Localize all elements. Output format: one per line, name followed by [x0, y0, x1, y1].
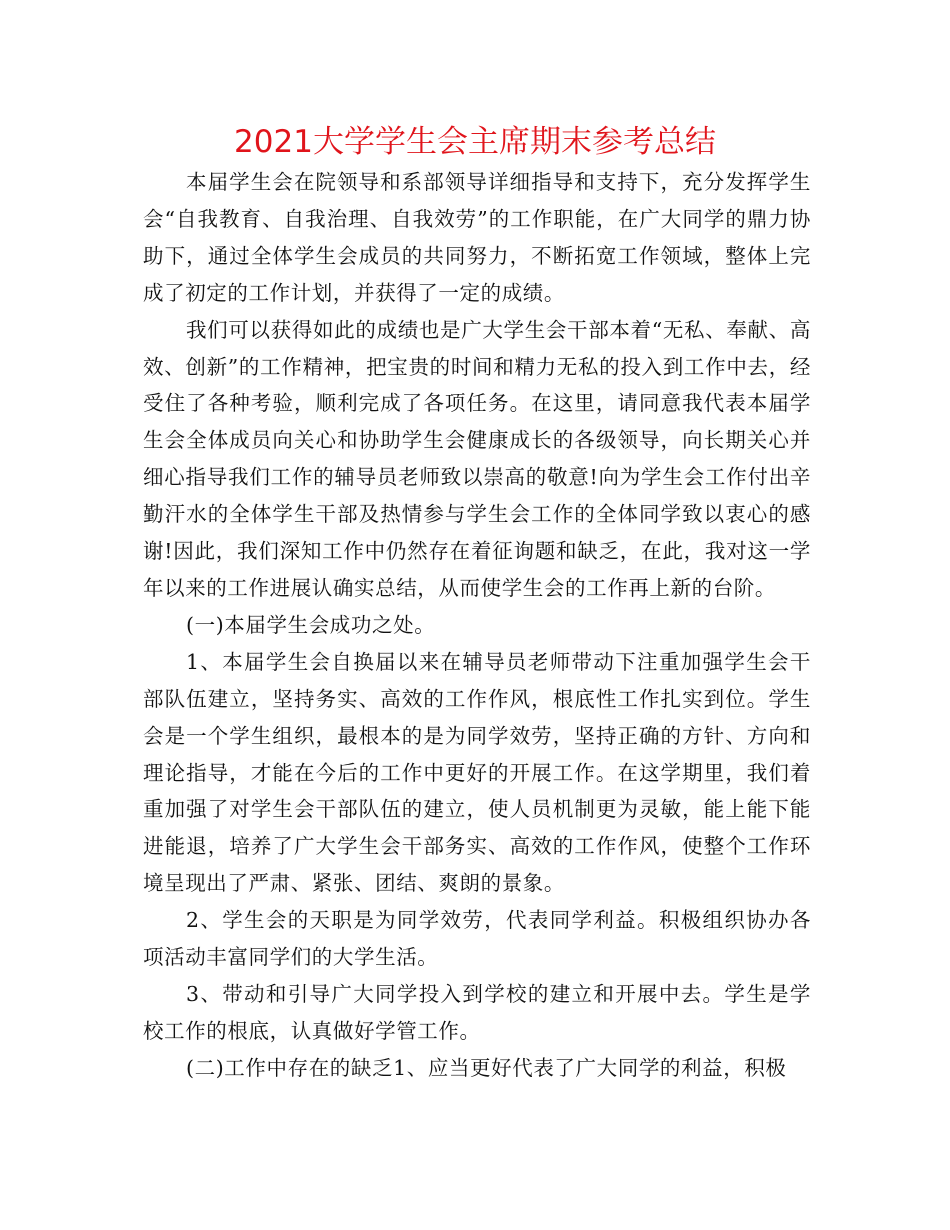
section-heading-shortcomings: (二)工作中存在的缺乏1、应当更好代表了广大同学的利益，积极 — [186, 1055, 787, 1080]
paragraph-point-2: 2、学生会的天职是为同学效劳，代表同学利益。积极组织协办各项活动丰富同学们的大学生活。 — [143, 908, 811, 970]
section-heading-successes: (一)本届学生会成功之处。 — [186, 612, 436, 637]
paragraph-thanks: 我们可以获得如此的成绩也是广大学生会干部本着“无私、奉献、高效、创新”的工作精神，把宝贵的时间和精力无私的投入到工作中去，经受住了各种考验，顺利完成了各项任务。在这里，请同意我代表本届学生会全体成员向关心和协助学生会健康成长的各级领导，向长期关心并细心指导我们工作的辅导员老师致以崇高的敬意!向为学生会工作付出辛勤汗水的全体学生干部及热情参与学生会工作的全体同学致以衷心的感谢!因此，我们深知工作中仍然存在着征询题和缺乏，在此，我对这一学年以来的工作进展认确实总结，从而使学生会的工作再上新的台阶。 — [143, 317, 811, 600]
paragraph-point-3: 3、带动和引导广大同学投入到学校的建立和开展中去。学生是学校工作的根底，认真做好学管工作。 — [143, 981, 811, 1043]
document-body — [143, 164, 811, 1087]
document-title: 2021大学学生会主席期末参考总结 — [234, 124, 716, 160]
paragraph-intro: 本届学生会在院领导和系部领导详细指导和支持下，充分发挥学生会“自我教育、自我治理、自我效劳”的工作职能，在广大同学的鼎力协助下，通过全体学生会成员的共同努力，不断拓宽工作领域，整体上完成了初定的工作计划，并获得了一定的成绩。 — [143, 170, 811, 305]
paragraph-point-1: 1、本届学生会自换届以来在辅导员老师带动下注重加强学生会干部队伍建立，坚持务实、高效的工作作风，根底性工作扎实到位。学生会是一个学生组织，最根本的是为同学效劳，坚持正确的方针、方向和理论指导，才能在今后的工作中更好的开展工作。在这学期里，我们着重加强了对学生会干部队伍的建立，使人员机制更为灵敏，能上能下能进能退，培养了广大学生会干部务实、高效的工作作风，使整个工作环境呈现出了严肃、紧张、团结、爽朗的景象。 — [143, 649, 811, 896]
